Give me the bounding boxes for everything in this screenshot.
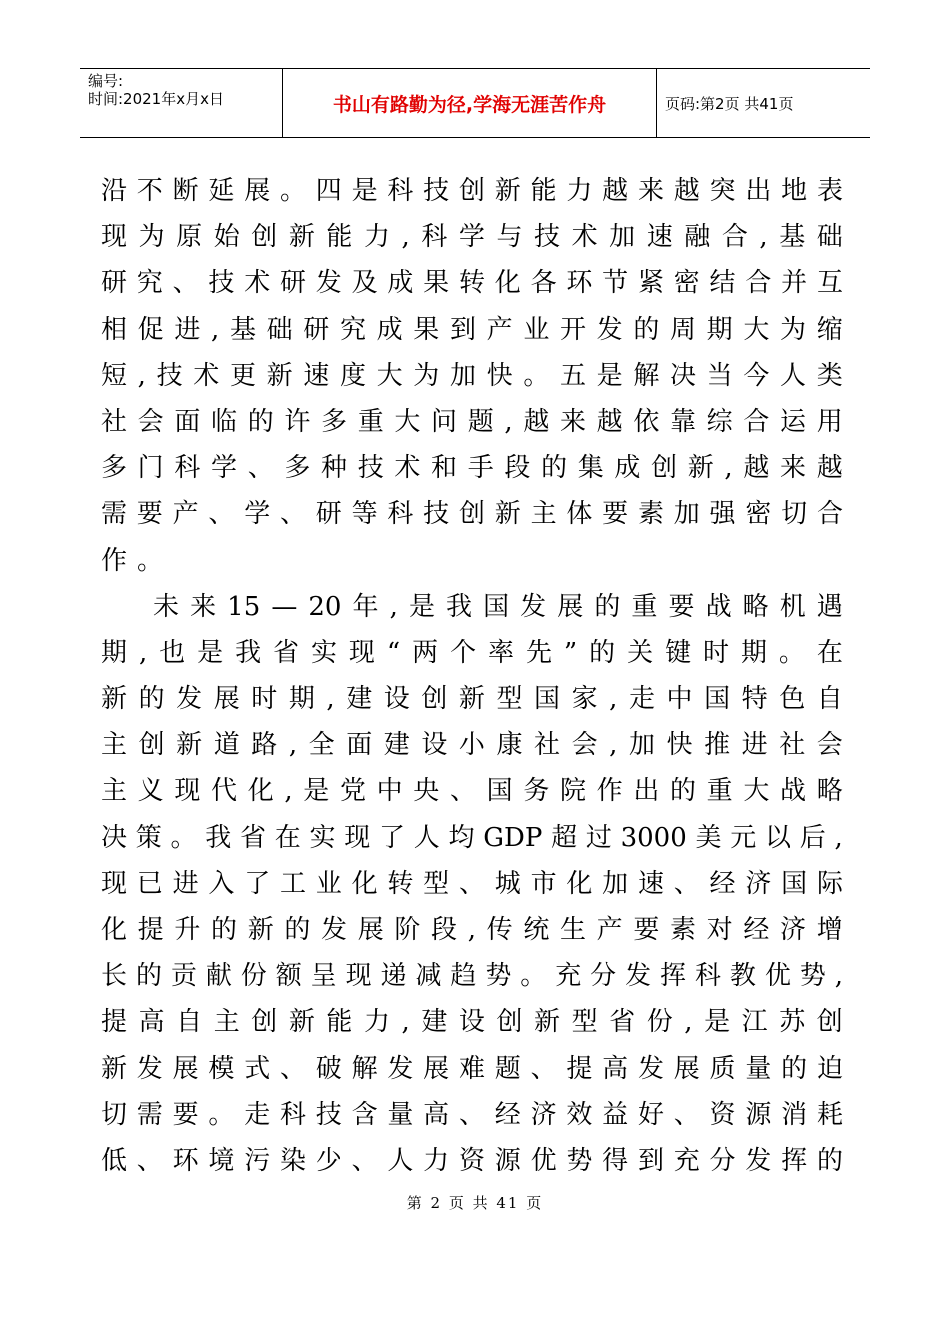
page-header: [80, 68, 870, 138]
time-label: 时间:2021年x月x日: [88, 90, 224, 108]
text-line: 决 策 。 我 省 在 实 现 了 人 均 GDP 超 过 3000 美 元 以 后 ,: [101, 822, 843, 853]
text-line: 多 门 科 学 、 多 种 技 术 和 手 段 的 集 成 创 新 , 越 来 越: [101, 453, 843, 484]
number-label: 编号:: [88, 72, 124, 90]
text-line: 切 需 要 。 走 科 技 含 量 高 、 经 济 效 益 好 、 资 源 消 耗: [101, 1099, 843, 1130]
text-line: 沿 不 断 延 展 。 四 是 科 技 创 新 能 力 越 来 越 突 出 地 表: [101, 176, 843, 206]
header-page-cell: [657, 69, 870, 137]
text-line: 期 , 也 是 我 省 实 现 “ 两 个 率 先 ” 的 关 键 时 期 。 在: [101, 637, 843, 668]
text-line: 长 的 贡 献 份 额 呈 现 递 减 趋 势 。 充 分 发 挥 科 教 优 势 ,: [101, 961, 843, 992]
text-line: 现 已 进 入 了 工 业 化 转 型 、 城 市 化 加 速 、 经 济 国 际: [101, 868, 843, 899]
text-line: 低 、 环 境 污 染 少 、 人 力 资 源 优 势 得 到 充 分 发 挥 的: [101, 1145, 843, 1176]
text-line: 新 发 展 模 式 、 破 解 发 展 难 题 、 提 高 发 展 质 量 的 迫: [101, 1053, 843, 1084]
text-line: 提 高 自 主 创 新 能 力 , 建 设 创 新 型 省 份 , 是 江 苏 创: [101, 1007, 843, 1038]
text-line: 主 义 现 代 化 , 是 党 中 央 、 国 务 院 作 出 的 重 大 战 略: [101, 776, 843, 807]
text-line: 需 要 产 、 学 、 研 等 科 技 创 新 主 体 要 素 加 强 密 切 合: [101, 499, 843, 530]
header-motto-cell: [283, 69, 657, 137]
text-line: 未 来 15 — 20 年 , 是 我 国 发 展 的 重 要 战 略 机 遇: [153, 591, 843, 622]
text-line: 作。: [101, 545, 174, 576]
text-line: 社 会 面 临 的 许 多 重 大 问 题 , 越 来 越 依 靠 综 合 运 用: [101, 406, 843, 437]
motto-text: 书山有路勤为径,学海无涯苦作舟: [332, 93, 607, 116]
text-line: 新 的 发 展 时 期 , 建 设 创 新 型 国 家 , 走 中 国 特 色 自: [101, 684, 843, 715]
footer-page-number: 第 2 页 共 41 页: [406, 1194, 544, 1212]
text-line: 研 究 、 技 术 研 发 及 成 果 转 化 各 环 节 紧 密 结 合 并 互: [101, 268, 843, 299]
page-footer: [0, 1192, 950, 1213]
text-line: 现 为 原 始 创 新 能 力 , 科 学 与 技 术 加 速 融 合 , 基 础: [101, 222, 843, 253]
page-info: 页码:第2页 共41页: [665, 94, 794, 113]
text-line: 化 提 升 的 新 的 发 展 阶 段 , 传 统 生 产 要 素 对 经 济 增: [101, 915, 843, 945]
text-line: 主 创 新 道 路 , 全 面 建 设 小 康 社 会 , 加 快 推 进 社 会: [101, 730, 843, 761]
document-body: [101, 168, 843, 1184]
text-line: 短 , 技 术 更 新 速 度 大 为 加 快 。 五 是 解 决 当 今 人 类: [101, 360, 843, 391]
header-meta: [80, 69, 283, 137]
text-line: 相 促 进 , 基 础 研 究 成 果 到 产 业 开 发 的 周 期 大 为 缩: [101, 314, 843, 345]
